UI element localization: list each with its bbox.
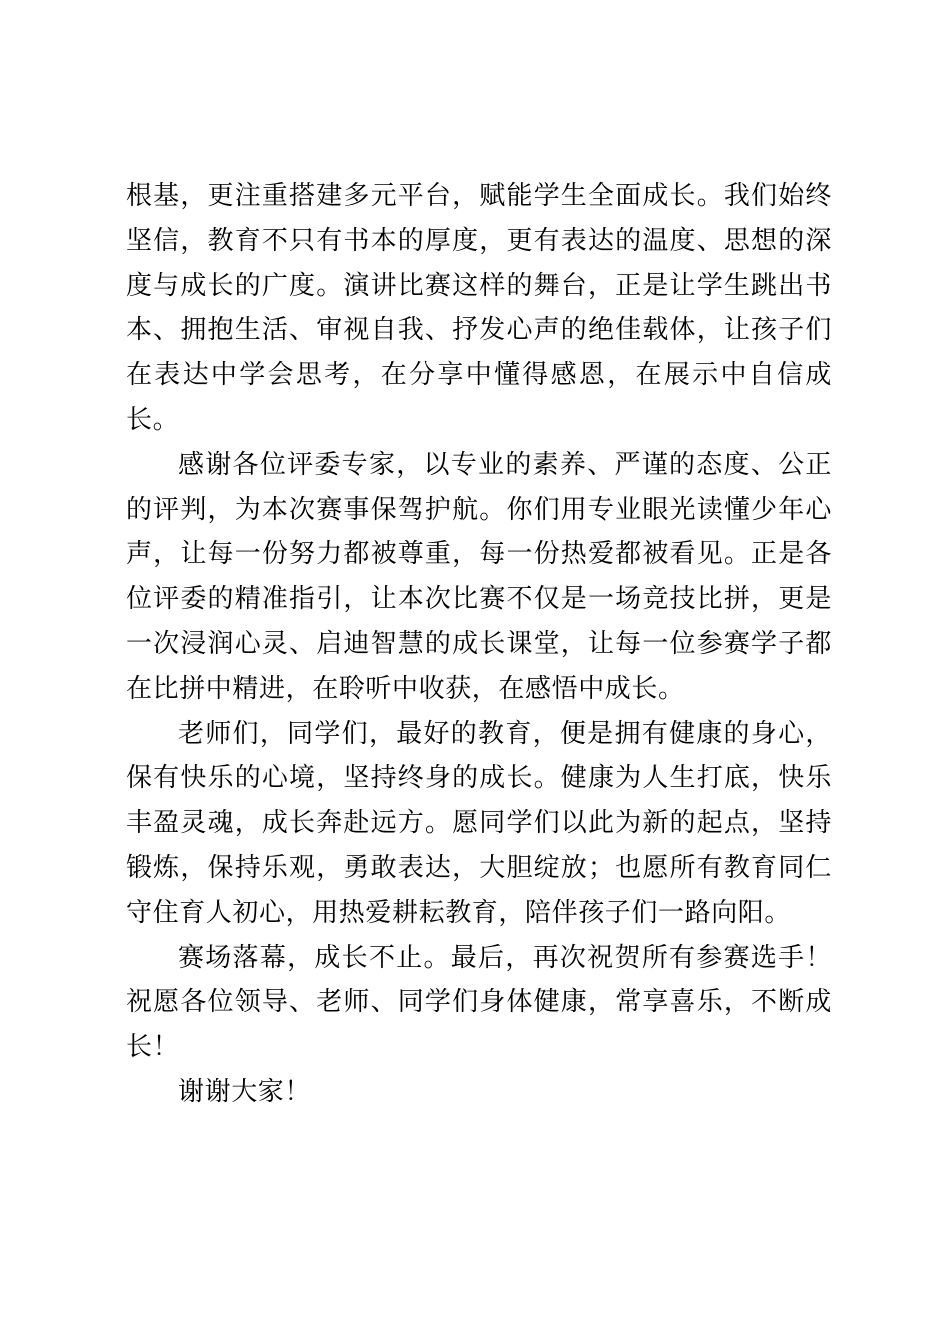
paragraph-thank-you: 谢谢大家！: [178, 1076, 312, 1107]
paragraph-thanks-judges: 感谢各位评委专家，以专业的素养、严谨的态度、公正的评判，为本次赛事保驾护航。你们用专业眼光读懂少年心声，让每一份努力都被尊重，每一份热爱都被看见。正是各位评委的精准指引，让本次比赛不仅是一场竞技比拼，更是一次浸润心灵、启迪智慧的成长课堂，让每一位参赛学子都在比拼中精进，在聆听中收获，在感悟中成长。: [126, 449, 832, 704]
paragraph-continuation: 根基，更注重搭建多元平台，赋能学生全面成长。我们始终坚信，教育不只有书本的厚度，更有表达的温度、思想的深度与成长的广度。演讲比赛这样的舞台，正是让学生跳出书本、拥抱生活、审视自我、抒发心声的绝佳载体，让孩子们在表达中学会思考，在分享中懂得感恩，在展示中自信成长。: [126, 181, 832, 435]
paragraph-closing-congratulations: 赛场落幕，成长不止。最后，再次祝贺所有参赛选手！祝愿各位领导、老师、同学们身体健康，常享喜乐，不断成长！: [126, 942, 832, 1063]
paragraph-education-wishes: 老师们，同学们，最好的教育，便是拥有健康的身心，保有快乐的心境，坚持终身的成长。健康为人生打底，快乐丰盈灵魂，成长奔赴远方。愿同学们以此为新的起点，坚持锻炼，保持乐观，勇敢表达，大胆绽放；也愿所有教育同仁守住育人初心，用热爱耕耘教育，陪伴孩子们一路向阳。: [126, 718, 832, 928]
speech-body: [126, 174, 832, 1115]
